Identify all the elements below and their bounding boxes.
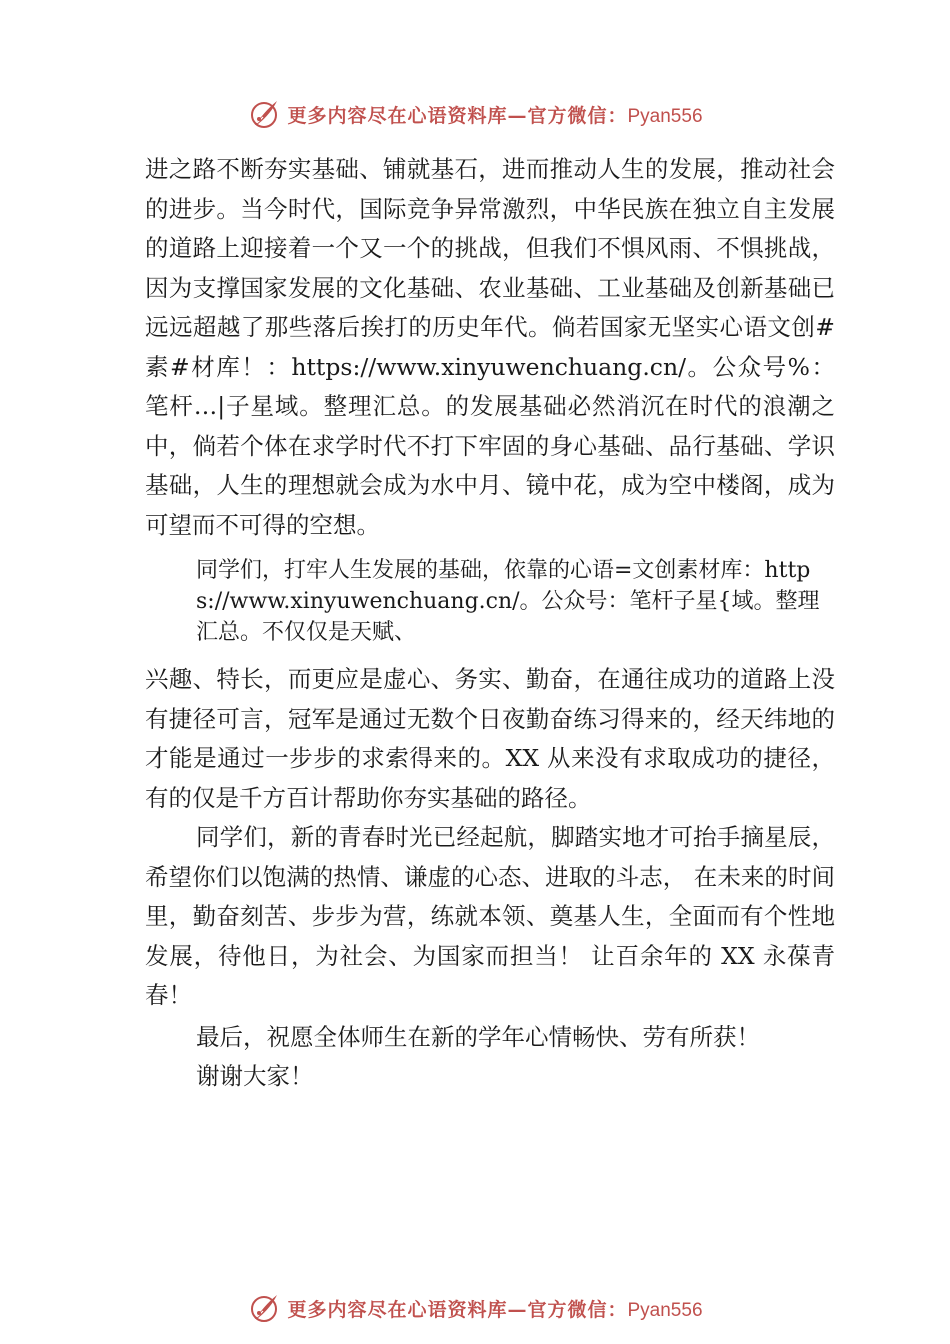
header-banner [0, 92, 950, 136]
quill-pen-icon [247, 1291, 281, 1325]
quill-pen-icon [247, 97, 281, 131]
footer-banner [0, 1286, 950, 1330]
paragraph-4: 同学们，新的青春时光已经起航，脚踏实地才可抬手摘星辰，希望你们以饱满的热情、谦虚的心态、进取的斗志， 在未来的时间里，勤奋刻苦、步步为营，练就本领、奠基人生，全面而有个性地发展，待他日，为社会、为国家而担当！ 让百余年的 XX 永葆青春！ [145, 823, 835, 1009]
footer-wechat-id: Pyan556 [627, 1299, 703, 1321]
footer-brand-label: 更多内容尽在心语资料库—官方微信： [287, 1298, 628, 1321]
header-brand-label: 更多内容尽在心语资料库—官方微信： [287, 104, 628, 127]
paragraph-6: 谢谢大家！ [196, 1062, 314, 1090]
paragraph-3: 兴趣、特长，而更应是虚心、务实、勤奋，在通往成功的道路上没有捷径可言，冠军是通过无数个日夜勤奋练习得来的，经天纬地的才能是通过一步步的求索得来的。XX 从来没有求取成功的捷径，有的仅是千方百计帮助你夯实基础的路径。 [145, 665, 835, 812]
header-wechat-id: Pyan556 [627, 105, 703, 127]
footer-brand-text [287, 1295, 702, 1322]
header-brand-text [287, 101, 702, 128]
document-body [145, 150, 835, 1097]
paragraph-5: 最后，祝愿全体师生在新的学年心情畅快、劳有所获！ [196, 1022, 760, 1051]
paragraph-2: 同学们，打牢人生发展的基础，依靠的心语=文创素材库：https://www.xinyuwenchuang.cn/。公众号：笔杆子星{域。整理汇总。不仅仅是天赋、 [196, 558, 820, 645]
paragraph-1: 进之路不断夯实基础、铺就基石，进而推动人生的发展，推动社会的进步。当今时代，国际竞争异常激烈，中华民族在独立自主发展的道路上迎接着一个又一个的挑战，但我们不惧风雨、不惧挑战，因为支撑国家发展的文化基础、农业基础、工业基础及创新基础已远远超越了那些落后挨打的历史年代。倘若国家无坚实心语文创#素#材库！：https://www.xinyuwenchuang.cn/。公众号%：笔杆…|子星域。整理汇总。的发展基础必然消沉在时代的浪潮之中，倘若个体在求学时代不打下牢固的身心基础、品行基础、学识基础，人生的理想就会成为水中月、镜中花，成为空中楼阁，成为可望而不可得的空想。 [145, 155, 835, 539]
